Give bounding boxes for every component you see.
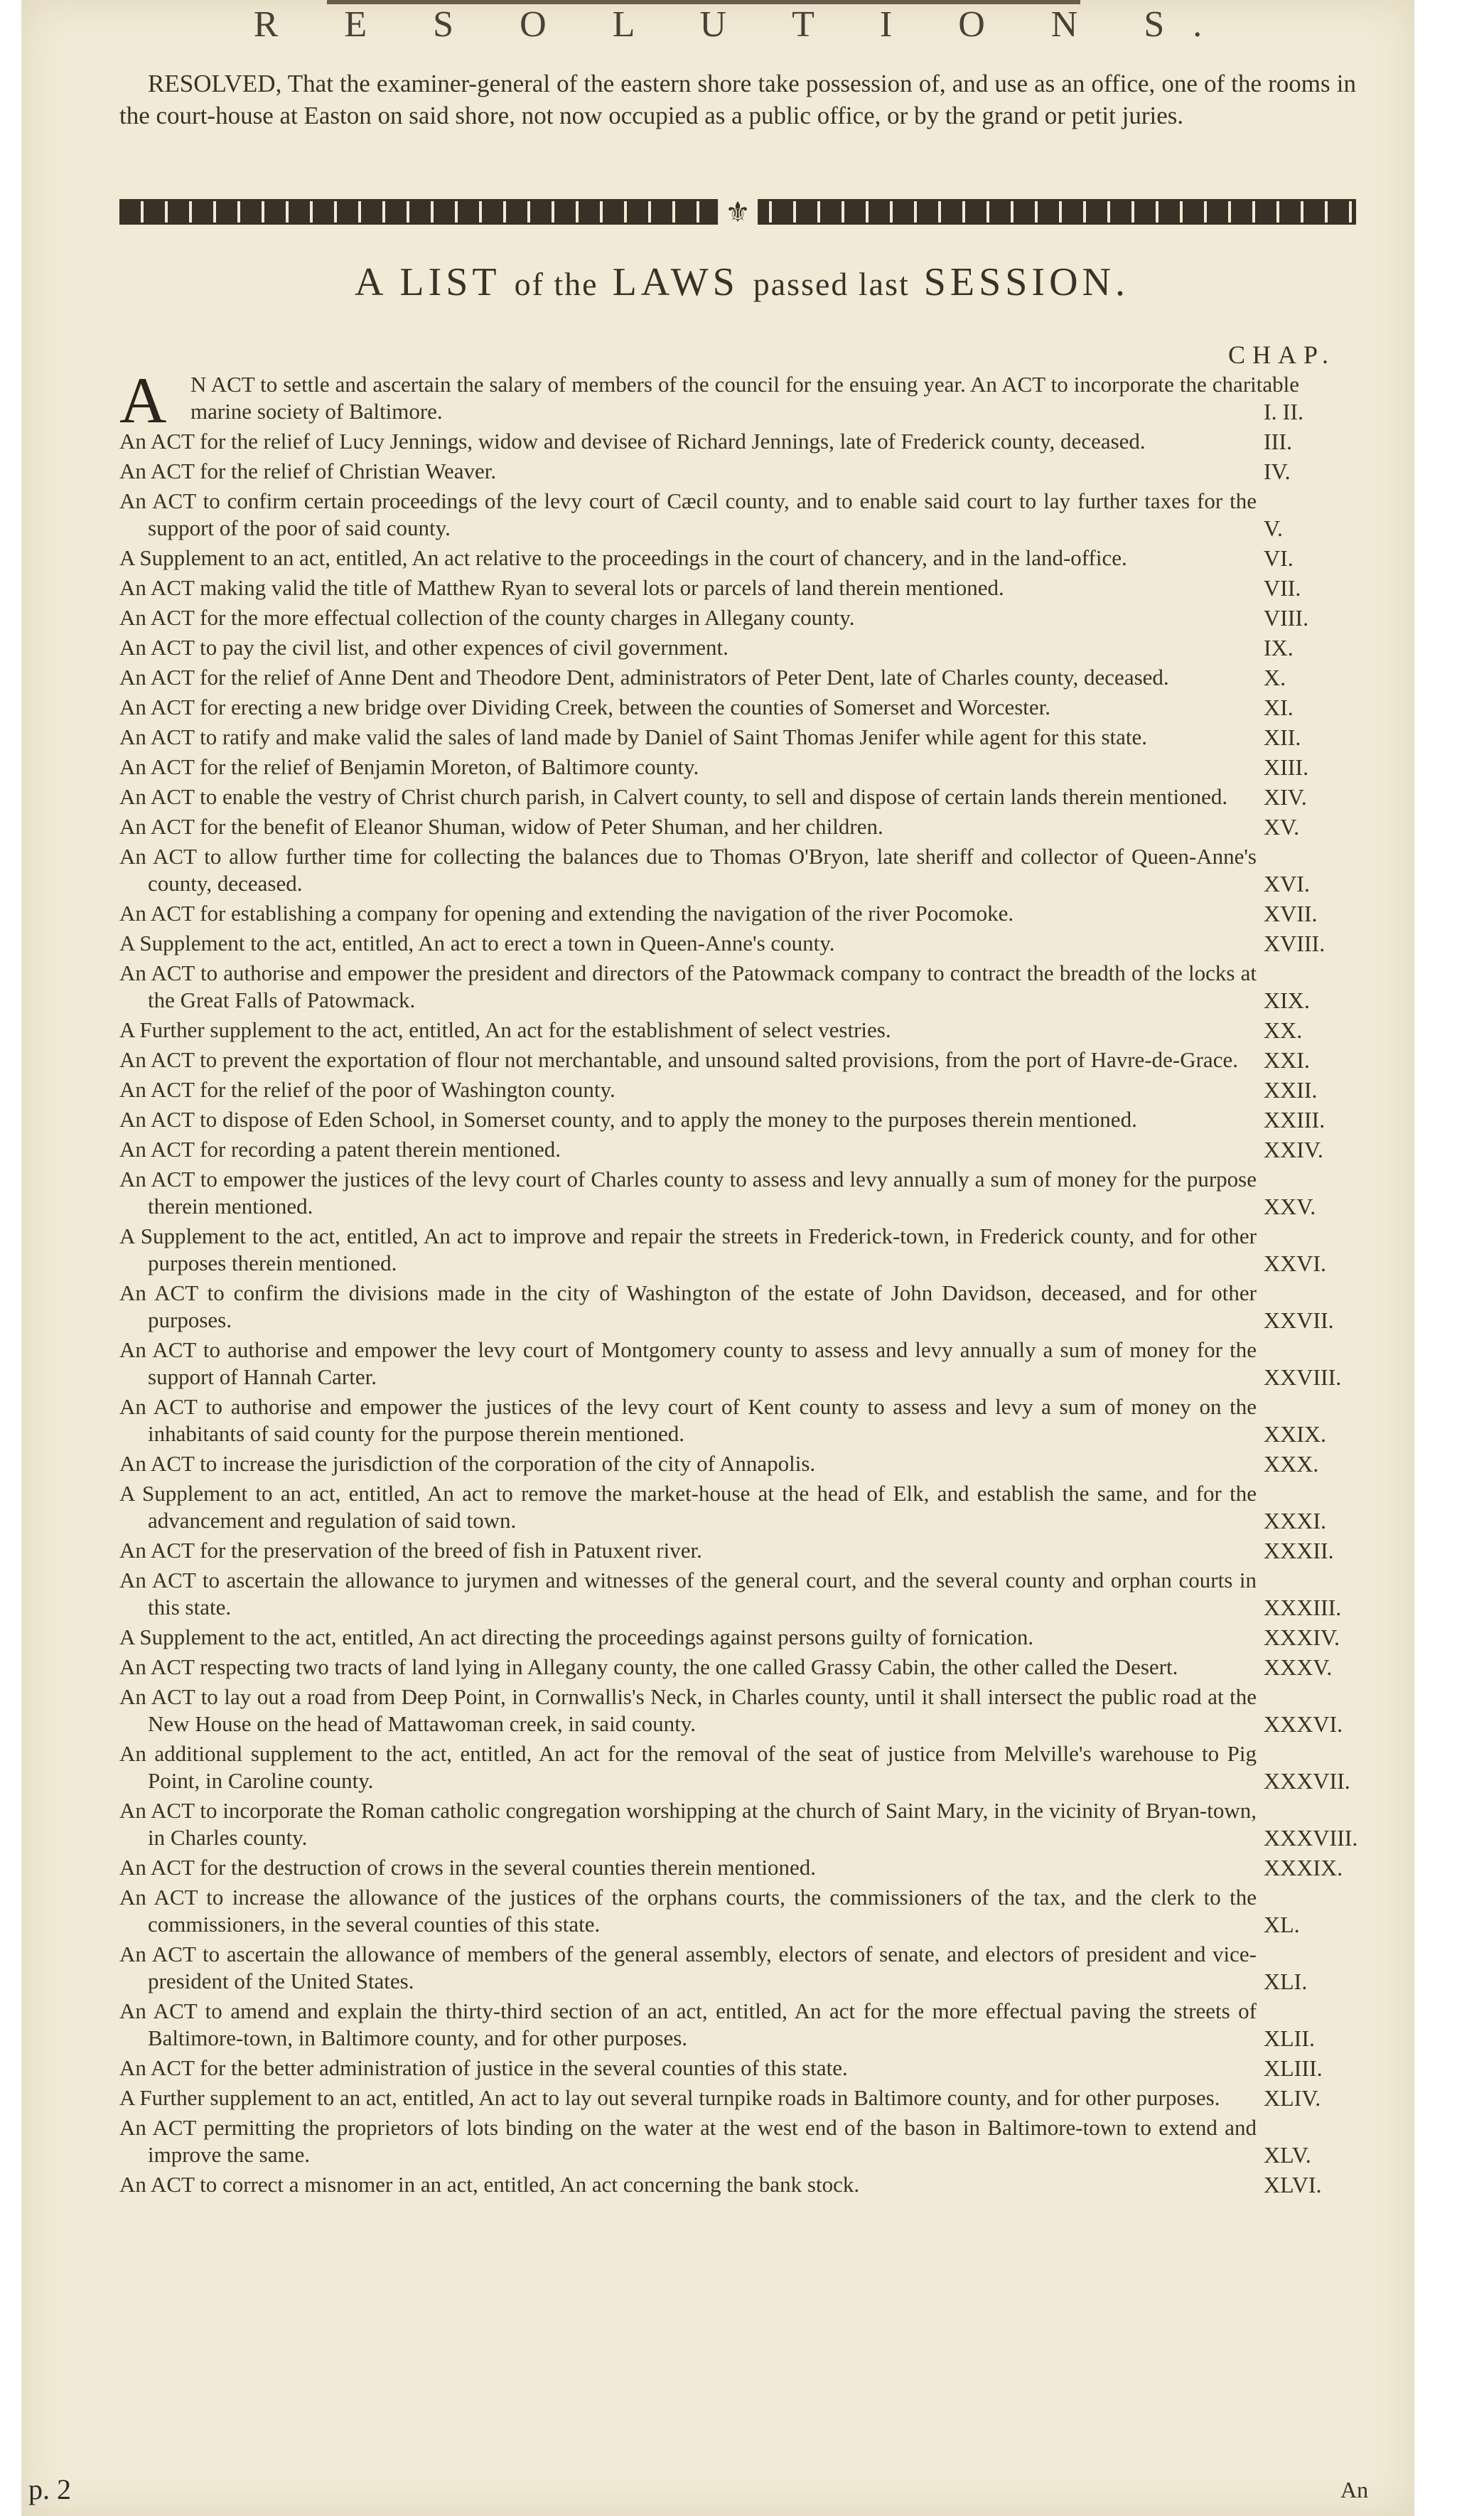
chapter-number: I. II. <box>1264 399 1303 424</box>
chapter-number: XXXV. <box>1264 1654 1333 1680</box>
chapter-number: XXXIV. <box>1264 1624 1340 1650</box>
law-title: An ACT for recording a patent therein mentioned. <box>119 1137 561 1162</box>
chapter-number: V. <box>1264 515 1283 541</box>
list-item <box>119 1393 1384 1447</box>
law-title: An ACT to correct a misnomer in an act, entitled, An act concerning the bank stock. <box>119 2172 860 2197</box>
list-item <box>119 1337 1384 1391</box>
list-item <box>119 634 1384 661</box>
law-title: N ACT to settle and ascertain the salary of members of the council for the ensuing year. An ACT to incorporate the charitable marine society of Baltimore. <box>190 372 1299 424</box>
list-item <box>119 960 1384 1014</box>
title-of-the: of the <box>514 266 598 302</box>
chapter-number: XXXVI. <box>1264 1711 1343 1737</box>
law-title: An ACT to authorise and empower the levy court of Montgomery county to assess and levy annually a sum of money for the support of Hannah Carter. <box>119 1337 1257 1389</box>
chapter-number: XXXVIII. <box>1264 1825 1358 1851</box>
law-title: An ACT to prevent the exportation of flour not merchantable, and unsound salted provisions, from the port of Havre-de-Grace. <box>119 1047 1238 1072</box>
law-title: A Supplement to the act, entitled, An act directing the proceedings against persons guilty of fornication. <box>119 1624 1034 1649</box>
law-title: An ACT for the relief of Benjamin Moreton, of Baltimore county. <box>119 754 699 779</box>
list-item <box>119 1941 1384 1995</box>
list-item <box>119 1797 1384 1851</box>
chapter-number: XXXVII. <box>1264 1768 1350 1794</box>
law-title: An ACT for the relief of Lucy Jennings, widow and devisee of Richard Jennings, late of Frederick county, deceased. <box>119 429 1146 454</box>
chapter-number: XIV. <box>1264 784 1307 810</box>
catchword: An <box>1340 2477 1369 2502</box>
law-title: An ACT for the preservation of the breed of fish in Patuxent river. <box>119 1538 702 1563</box>
chapter-number: XII. <box>1264 724 1301 750</box>
list-item <box>119 1567 1384 1621</box>
law-title: An ACT to dispose of Eden School, in Somerset county, and to apply the money to the purposes therein mentioned. <box>119 1107 1137 1132</box>
chapter-number: XLVI. <box>1264 2172 1322 2198</box>
ornamental-divider <box>119 196 1356 228</box>
chapter-number: XXV. <box>1264 1194 1316 1219</box>
chapter-number: XV. <box>1264 814 1300 840</box>
law-title: An ACT to authorise and empower the president and directors of the Patowmack company to contract the breadth of the locks at the Great Falls of Patowmack. <box>119 960 1257 1012</box>
chapter-number: XL. <box>1264 1912 1300 1937</box>
list-item <box>119 1076 1384 1103</box>
law-title: A Supplement to an act, entitled, An act relative to the proceedings in the court of chancery, and in the land-office. <box>119 545 1127 570</box>
law-title: An ACT for erecting a new bridge over Dividing Creek, between the counties of Somerset and Worcester. <box>119 695 1051 719</box>
chapter-number: XLI. <box>1264 1969 1308 1994</box>
chapter-number: XI. <box>1264 695 1294 720</box>
chapter-number: XIX. <box>1264 987 1310 1013</box>
list-item <box>119 783 1384 810</box>
chapter-number: XVI. <box>1264 871 1310 896</box>
law-title: An ACT respecting two tracts of land lying in Allegany county, the one called Grassy Cabin, the other called the Desert. <box>119 1654 1178 1679</box>
law-title: An ACT for the relief of Anne Dent and Theodore Dent, administrators of Peter Dent, late of Charles county, deceased. <box>119 665 1169 690</box>
list-item <box>119 1854 1384 1881</box>
list-item <box>119 2084 1384 2111</box>
law-title: An ACT to confirm certain proceedings of the levy court of Cæcil county, and to enable said court to lay further taxes for the support of the poor of said county. <box>119 488 1257 540</box>
list-item <box>119 1450 1384 1477</box>
list-item <box>119 930 1384 957</box>
list-item <box>119 1654 1384 1681</box>
chapter-number: XXIII. <box>1264 1107 1326 1133</box>
title-session: SESSION. <box>923 260 1129 304</box>
chapter-number: X. <box>1264 665 1286 690</box>
title-laws: LAWS <box>612 260 739 304</box>
law-title: An ACT making valid the title of Matthew Ryan to several lots or parcels of land therein mentioned. <box>119 575 1004 600</box>
chapter-number: XXX. <box>1264 1451 1319 1477</box>
law-title: An ACT to pay the civil list, and other expences of civil government. <box>119 635 728 660</box>
chapter-number: XXI. <box>1264 1047 1310 1073</box>
law-title: An ACT to amend and explain the thirty-third section of an act, entitled, An act for the more effectual paving the streets of Baltimore-town, in Baltimore county, and for other purposes. <box>119 1998 1257 2050</box>
chapter-number: III. <box>1264 429 1292 454</box>
chapter-number: IX. <box>1264 635 1294 660</box>
list-item <box>119 694 1384 721</box>
law-title: An ACT for establishing a company for opening and extending the navigation of the river Pocomoke. <box>119 901 1014 926</box>
list-item <box>119 843 1384 897</box>
chapter-number: XVII. <box>1264 901 1318 926</box>
chapter-column-header: CHAP. <box>1228 341 1336 369</box>
chapter-number: XX. <box>1264 1017 1303 1043</box>
list-item <box>119 364 1384 437</box>
chapter-number: IV. <box>1264 459 1291 484</box>
law-title: An ACT permitting the proprietors of lots binding on the water at the west end of the bason in Baltimore-town to extend and improve the same. <box>119 2115 1257 2167</box>
law-title: An ACT for the better administration of justice in the several counties of this state. <box>119 2055 848 2080</box>
law-title: A Supplement to the act, entitled, An act to erect a town in Queen-Anne's county. <box>119 931 835 955</box>
list-item <box>119 2171 1384 2198</box>
list-item <box>119 724 1384 751</box>
law-title: An ACT to empower the justices of the levy court of Charles county to assess and levy annually a sum of money for the purpose therein mentioned. <box>119 1167 1257 1219</box>
law-title: An ACT for the relief of Christian Weaver. <box>119 459 497 483</box>
law-title: An ACT to increase the allowance of the justices of the orphans courts, the commissioners of the tax, and the clerk to the commissioners, in the several counties of this state. <box>119 1885 1257 1937</box>
list-item <box>119 1280 1384 1334</box>
drop-cap: A <box>119 364 167 437</box>
chapter-number: XLIII. <box>1264 2055 1323 2081</box>
law-title: An ACT for the relief of the poor of Washington county. <box>119 1077 615 1102</box>
chapter-number: XLIV. <box>1264 2085 1321 2111</box>
list-item <box>119 1166 1384 1220</box>
chapter-number: VIII. <box>1264 605 1309 631</box>
law-title: An ACT for the destruction of crows in the several counties therein mentioned. <box>119 1855 816 1880</box>
law-title: A Supplement to an act, entitled, An act to remove the market-house at the head of Elk, and establish the same, and for the advancement and regulation of said town. <box>119 1481 1257 1533</box>
chapter-number: XIII. <box>1264 754 1309 780</box>
chapter-number: XXIX. <box>1264 1421 1326 1447</box>
page-number: p. 2 <box>28 2473 71 2505</box>
list-item <box>119 1046 1384 1074</box>
chapter-number: VII. <box>1264 575 1301 601</box>
list-item <box>119 1998 1384 2052</box>
law-title: An ACT for the more effectual collection of the county charges in Allegany county. <box>119 605 855 630</box>
list-item <box>119 1884 1384 1938</box>
law-title: A Supplement to the act, entitled, An act to improve and repair the streets in Frederick-town, in Frederick county, and for other purposes therein mentioned. <box>119 1224 1257 1275</box>
list-item <box>119 604 1384 631</box>
law-title: An ACT to confirm the divisions made in the city of Washington of the estate of John Davidson, deceased, and for other purposes. <box>119 1280 1257 1332</box>
law-title: An ACT to increase the jurisdiction of the corporation of the city of Annapolis. <box>119 1451 816 1476</box>
list-item <box>119 1683 1384 1738</box>
law-title: An ACT to ascertain the allowance to jurymen and witnesses of the general court, and the several county and orphan courts in this state. <box>119 1568 1257 1620</box>
law-title: An ACT to allow further time for collecting the balances due to Thomas O'Bryon, late sheriff and collector of Queen-Anne's county, deceased. <box>119 844 1257 896</box>
list-item <box>119 458 1384 485</box>
chapter-number: XXVI. <box>1264 1251 1326 1276</box>
chapter-number: XXXI. <box>1264 1508 1326 1533</box>
law-title: An ACT to lay out a road from Deep Point, in Cornwallis's Neck, in Charles county, until it shall intersect the public road at the New House on the head of Mattawoman creek, in said county. <box>119 1684 1257 1736</box>
resolutions-heading: R E S O L U T I O N S. <box>253 4 1231 45</box>
chapter-number: XXII. <box>1264 1077 1318 1103</box>
title-a-list: A LIST <box>355 260 500 304</box>
law-title: A Further supplement to the act, entitled, An act for the establishment of select vestries. <box>119 1017 891 1042</box>
list-item <box>119 1106 1384 1133</box>
list-item <box>119 1017 1384 1044</box>
list-item <box>119 1136 1384 1163</box>
list-item <box>119 664 1384 691</box>
list-item <box>119 2114 1384 2168</box>
list-item <box>119 1223 1384 1277</box>
chapter-number: XVIII. <box>1264 931 1326 956</box>
list-item <box>119 900 1384 927</box>
list-item <box>119 428 1384 455</box>
title-passed-last: passed last <box>753 266 910 302</box>
chapter-number: XXIV. <box>1264 1137 1323 1162</box>
list-item <box>119 1624 1384 1651</box>
laws-list-title <box>0 259 1484 305</box>
chapter-number: XLV. <box>1264 2142 1311 2168</box>
law-title: An additional supplement to the act, entitled, An act for the removal of the seat of justice from Melville's warehouse to Pig Point, in Caroline county. <box>119 1741 1257 1793</box>
law-title: An ACT to ratify and make valid the sales of land made by Daniel of Saint Thomas Jenifer while agent for this state. <box>119 724 1148 749</box>
list-item <box>119 488 1384 542</box>
law-title: An ACT to enable the vestry of Christ church parish, in Calvert county, to sell and dispose of certain lands therein mentioned. <box>119 784 1228 809</box>
chapter-number: XXVIII. <box>1264 1364 1342 1390</box>
law-title: An ACT to incorporate the Roman catholic congregation worshipping at the church of Saint Mary, in the vicinity of Bryan-town, in Charles county. <box>119 1798 1257 1850</box>
list-item <box>119 1480 1384 1534</box>
list-item <box>119 813 1384 840</box>
list-item <box>119 1537 1384 1564</box>
list-item <box>119 2055 1384 2082</box>
resolution-paragraph: RESOLVED, That the examiner-general of the eastern shore take possession of, and use as an office, one of the rooms in the court-house at Easton on said shore, not now occupied as a public office, or by the grand or petit juries. <box>119 70 1356 129</box>
chapter-number: XXXIII. <box>1264 1595 1342 1620</box>
law-title: An ACT to authorise and empower the justices of the levy court of Kent county to assess and levy a sum of money on the inhabitants of said county for the purpose therein mentioned. <box>119 1394 1257 1446</box>
law-title: An ACT to ascertain the allowance of members of the general assembly, electors of senate, and electors of president and vice-president of the United States. <box>119 1942 1257 1993</box>
chapter-number: VI. <box>1264 545 1294 571</box>
law-title: An ACT for the benefit of Eleanor Shuman, widow of Peter Shuman, and her children. <box>119 814 883 839</box>
list-item <box>119 1740 1384 1794</box>
list-item <box>119 545 1384 572</box>
chapter-number: XXXIX. <box>1264 1855 1343 1880</box>
chapter-number: XXVII. <box>1264 1307 1334 1333</box>
list-item <box>119 574 1384 601</box>
laws-list <box>119 364 1384 2201</box>
law-title: A Further supplement to an act, entitled, An act to lay out several turnpike roads in Baltimore county, and for other purposes. <box>119 2085 1220 2110</box>
chapter-number: XLII. <box>1264 2025 1315 2051</box>
chapter-number: XXXII. <box>1264 1538 1334 1563</box>
fleur-de-lis-icon: ⚜ <box>718 197 758 228</box>
list-item <box>119 754 1384 781</box>
